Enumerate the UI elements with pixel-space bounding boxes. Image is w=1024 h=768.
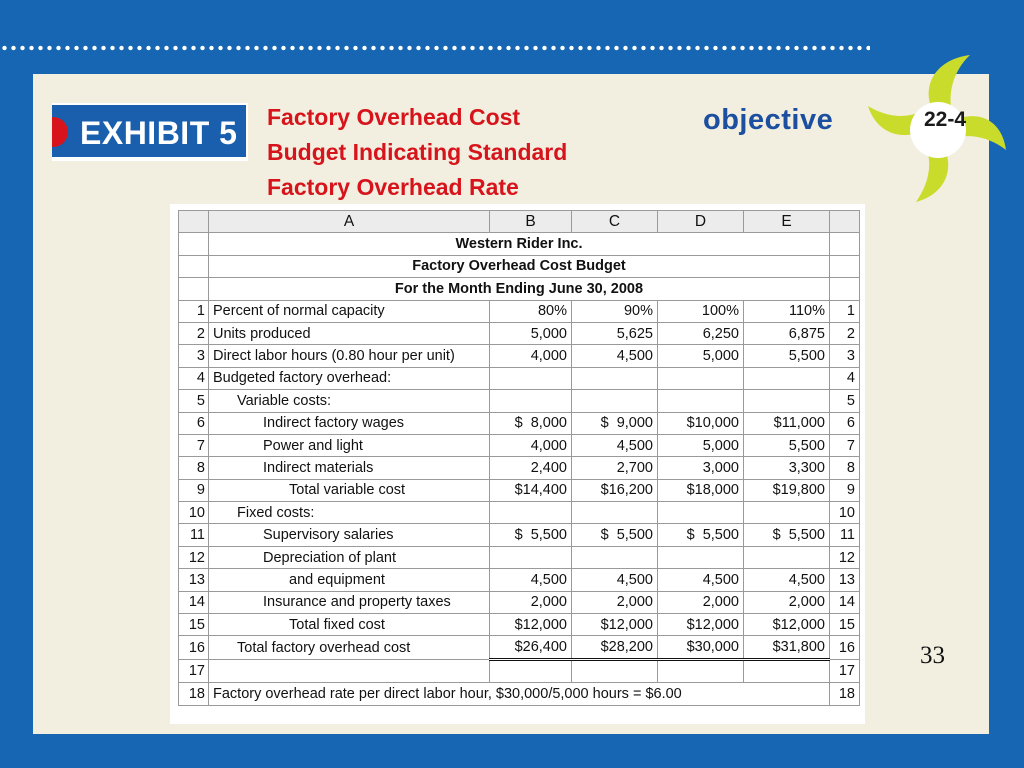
row-number[interactable]: 16	[179, 636, 209, 659]
row-label[interactable]: and equipment	[209, 569, 490, 591]
row-label[interactable]: Depreciation of plant	[209, 546, 490, 568]
row-number-right[interactable]: 11	[830, 524, 860, 546]
row-number-right[interactable]: 15	[830, 614, 860, 636]
value-cell-e[interactable]	[744, 502, 830, 524]
value-cell-c[interactable]: 4,500	[572, 345, 658, 367]
value-cell-b[interactable]: 4,000	[490, 434, 572, 456]
table-row	[179, 322, 860, 344]
table-row	[179, 502, 860, 524]
value-cell-c[interactable]: $16,200	[572, 479, 658, 501]
value-cell-b[interactable]: $12,000	[490, 614, 572, 636]
row-number[interactable]: 4	[179, 367, 209, 389]
row-label[interactable]: Power and light	[209, 434, 490, 456]
value-cell-d[interactable]: 100%	[658, 300, 744, 322]
value-cell-c[interactable]: 5,625	[572, 322, 658, 344]
value-cell-b[interactable]: $26,400	[490, 636, 572, 659]
value-cell-b[interactable]: 80%	[490, 300, 572, 322]
value-cell-c[interactable]: 4,500	[572, 434, 658, 456]
page-number: 33	[920, 642, 945, 669]
row-number[interactable]: 9	[179, 479, 209, 501]
row-number-right[interactable]: 6	[830, 412, 860, 434]
table-row	[179, 524, 860, 546]
value-cell-e[interactable]: $11,000	[744, 412, 830, 434]
objective-label: objective	[703, 104, 834, 136]
spreadsheet	[170, 204, 865, 724]
row-number[interactable]: 2	[179, 322, 209, 344]
value-cell-e[interactable]: $12,000	[744, 614, 830, 636]
value-cell-d[interactable]: $30,000	[658, 636, 744, 659]
table-row	[179, 300, 860, 322]
row-number[interactable]: 13	[179, 569, 209, 591]
value-cell-c[interactable]: $ 9,000	[572, 412, 658, 434]
row-label[interactable]	[209, 659, 490, 682]
value-cell-b[interactable]	[490, 367, 572, 389]
column-header-c[interactable]: C	[572, 211, 658, 233]
value-cell-c[interactable]	[572, 367, 658, 389]
table-row	[179, 636, 860, 659]
row-number[interactable]: 17	[179, 659, 209, 682]
row-number[interactable]: 3	[179, 345, 209, 367]
value-cell-b[interactable]: 2,000	[490, 591, 572, 613]
value-cell-b[interactable]: $14,400	[490, 479, 572, 501]
row-number-right[interactable]: 12	[830, 546, 860, 568]
value-cell-c[interactable]: 2,700	[572, 457, 658, 479]
table-row	[179, 591, 860, 613]
value-cell-d[interactable]: $ 5,500	[658, 524, 744, 546]
value-cell-d[interactable]: $10,000	[658, 412, 744, 434]
cell[interactable]	[744, 683, 830, 705]
value-cell-d[interactable]: 4,500	[658, 569, 744, 591]
row-number[interactable]: 15	[179, 614, 209, 636]
value-cell-d[interactable]: 5,000	[658, 345, 744, 367]
value-cell-d[interactable]	[658, 659, 744, 682]
value-cell-c[interactable]	[572, 502, 658, 524]
company-name: Western Rider Inc.	[209, 233, 830, 255]
table-row	[179, 659, 860, 682]
column-header-row	[179, 211, 860, 233]
value-cell-b[interactable]	[490, 546, 572, 568]
value-cell-b[interactable]: 2,400	[490, 457, 572, 479]
heading-row	[179, 255, 860, 277]
value-cell-e[interactable]: $31,800	[744, 636, 830, 659]
column-header-e[interactable]: E	[744, 211, 830, 233]
table-row	[179, 569, 860, 591]
table-row	[179, 434, 860, 456]
row-number-right[interactable]: 2	[830, 322, 860, 344]
row-number-right[interactable]: 5	[830, 390, 860, 412]
table-row	[179, 479, 860, 501]
value-cell-b[interactable]: $ 5,500	[490, 524, 572, 546]
row-number-right[interactable]: 17	[830, 659, 860, 682]
row-number[interactable]: 1	[179, 300, 209, 322]
row-label[interactable]: Units produced	[209, 322, 490, 344]
value-cell-d[interactable]	[658, 390, 744, 412]
row-number[interactable]: 6	[179, 412, 209, 434]
exhibit-badge-fill	[52, 105, 246, 157]
value-cell-d[interactable]	[658, 502, 744, 524]
row-number-right[interactable]: 9	[830, 479, 860, 501]
value-cell-e[interactable]	[744, 390, 830, 412]
value-cell-c[interactable]: 2,000	[572, 591, 658, 613]
value-cell-e[interactable]: 5,500	[744, 434, 830, 456]
row-number-right[interactable]: 7	[830, 434, 860, 456]
table-row	[179, 390, 860, 412]
value-cell-b[interactable]	[490, 390, 572, 412]
row-number[interactable]: 14	[179, 591, 209, 613]
budget-period: For the Month Ending June 30, 2008	[209, 278, 830, 300]
value-cell-b[interactable]	[490, 502, 572, 524]
value-cell-d[interactable]: 2,000	[658, 591, 744, 613]
dotted-line-decoration	[0, 44, 870, 52]
row-label[interactable]: Total fixed cost	[209, 614, 490, 636]
row-number-right[interactable]: 14	[830, 591, 860, 613]
value-cell-e[interactable]: 6,875	[744, 322, 830, 344]
value-cell-d[interactable]	[658, 546, 744, 568]
value-cell-e[interactable]: 4,500	[744, 569, 830, 591]
value-cell-c[interactable]: $28,200	[572, 636, 658, 659]
row-number-right[interactable]: 3	[830, 345, 860, 367]
objective-number: 22-4	[924, 108, 967, 131]
exhibit-badge	[52, 103, 248, 161]
row-number[interactable]: 7	[179, 434, 209, 456]
row-label[interactable]: Percent of normal capacity	[209, 300, 490, 322]
row-number-right[interactable]: 18	[830, 683, 860, 705]
corner-cell-right[interactable]	[830, 211, 860, 233]
column-header-a[interactable]: A	[209, 211, 490, 233]
column-header-b[interactable]: B	[490, 211, 572, 233]
row-number-right[interactable]: 10	[830, 502, 860, 524]
table-row	[179, 367, 860, 389]
row-number-right[interactable]: 13	[830, 569, 860, 591]
row-label[interactable]: Variable costs:	[209, 390, 490, 412]
value-cell-c[interactable]: $12,000	[572, 614, 658, 636]
row-label[interactable]: Indirect factory wages	[209, 412, 490, 434]
row-number-right[interactable]: 16	[830, 636, 860, 659]
value-cell-d[interactable]: $18,000	[658, 479, 744, 501]
title-line-1: Factory Overhead Cost	[267, 104, 521, 130]
exhibit-red-tab	[52, 117, 68, 147]
value-cell-e[interactable]: $19,800	[744, 479, 830, 501]
slide-title	[267, 100, 667, 205]
value-cell-b[interactable]	[490, 659, 572, 682]
value-cell-c[interactable]	[572, 390, 658, 412]
table-row	[179, 683, 860, 705]
row-label[interactable]: Total variable cost	[209, 479, 490, 501]
row-number-right[interactable]: 4	[830, 367, 860, 389]
table-row	[179, 412, 860, 434]
row-number[interactable]: 8	[179, 457, 209, 479]
value-cell-d[interactable]: $12,000	[658, 614, 744, 636]
row-number[interactable]: 10	[179, 502, 209, 524]
column-header-d[interactable]: D	[658, 211, 744, 233]
row-label[interactable]: Insurance and property taxes	[209, 591, 490, 613]
value-cell-c[interactable]: 90%	[572, 300, 658, 322]
value-cell-e[interactable]: 110%	[744, 300, 830, 322]
overhead-rate-note[interactable]: Factory overhead rate per direct labor hour, $30,000/5,000 hours = $6.00	[209, 683, 744, 705]
title-line-3: Factory Overhead Rate	[267, 174, 519, 200]
row-label[interactable]: Total factory overhead cost	[209, 636, 490, 659]
budget-table	[178, 210, 860, 706]
exhibit-label: EXHIBIT 5	[80, 115, 238, 151]
row-label[interactable]: Indirect materials	[209, 457, 490, 479]
value-cell-b[interactable]: 4,500	[490, 569, 572, 591]
table-row	[179, 457, 860, 479]
value-cell-e[interactable]	[744, 546, 830, 568]
value-cell-e[interactable]: 5,500	[744, 345, 830, 367]
row-label[interactable]: Direct labor hours (0.80 hour per unit)	[209, 345, 490, 367]
value-cell-d[interactable]: 6,250	[658, 322, 744, 344]
row-number-right[interactable]: 1	[830, 300, 860, 322]
value-cell-e[interactable]	[744, 367, 830, 389]
value-cell-e[interactable]: $ 5,500	[744, 524, 830, 546]
value-cell-c[interactable]: 4,500	[572, 569, 658, 591]
row-label[interactable]: Fixed costs:	[209, 502, 490, 524]
heading-row	[179, 278, 860, 300]
value-cell-c[interactable]	[572, 659, 658, 682]
value-cell-b[interactable]: $ 8,000	[490, 412, 572, 434]
value-cell-e[interactable]: 2,000	[744, 591, 830, 613]
row-number[interactable]: 5	[179, 390, 209, 412]
value-cell-b[interactable]: 5,000	[490, 322, 572, 344]
value-cell-b[interactable]: 4,000	[490, 345, 572, 367]
value-cell-c[interactable]: $ 5,500	[572, 524, 658, 546]
row-label[interactable]: Supervisory salaries	[209, 524, 490, 546]
budget-title: Factory Overhead Cost Budget	[209, 255, 830, 277]
title-line-2: Budget Indicating Standard	[267, 139, 568, 165]
row-number[interactable]: 12	[179, 546, 209, 568]
value-cell-e[interactable]: 3,300	[744, 457, 830, 479]
row-label[interactable]: Budgeted factory overhead:	[209, 367, 490, 389]
table-row	[179, 345, 860, 367]
heading-row	[179, 233, 860, 255]
value-cell-d[interactable]: 3,000	[658, 457, 744, 479]
value-cell-d[interactable]	[658, 367, 744, 389]
corner-cell[interactable]	[179, 211, 209, 233]
value-cell-e[interactable]	[744, 659, 830, 682]
row-number[interactable]: 11	[179, 524, 209, 546]
value-cell-d[interactable]: 5,000	[658, 434, 744, 456]
value-cell-c[interactable]	[572, 546, 658, 568]
row-number-right[interactable]: 8	[830, 457, 860, 479]
table-row	[179, 614, 860, 636]
row-number[interactable]: 18	[179, 683, 209, 705]
table-row	[179, 546, 860, 568]
